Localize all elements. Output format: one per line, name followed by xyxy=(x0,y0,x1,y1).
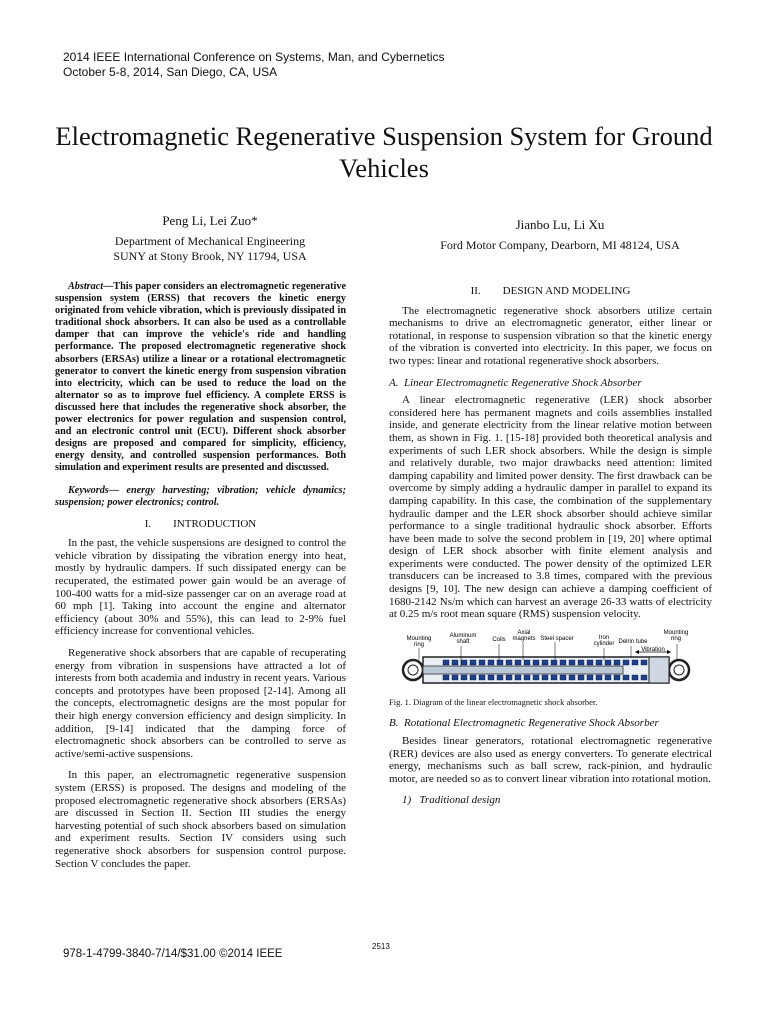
paper-title: Electromagnetic Regenerative Suspension System for Ground Vehicles xyxy=(55,121,713,183)
section-heading-design: II. DESIGN AND MODELING xyxy=(470,285,631,297)
fig-label-delrin-tube: Delrin tube xyxy=(618,638,648,645)
fig-label-aluminum-shaft: Aluminum shaft xyxy=(449,632,477,646)
abstract-text: —This paper considers an electromagnetic regenerative suspension system (ERSS) that recovers the kinetic energy originated from vehicle vibration, which is previously dissipated in traditional shock absorbers. It can also be used as a controllable damper that can improve the vehicle's ride and handling performance. The proposed electromagnetic regenerative shock absorbers (ERSAs) utilize a linear or a rotational electromagnetic generator to convert the kinetic energy from suspension vibration into electricity, which can be used to reduce the load on the alternator so as to improve fuel efficiency. A complete ERSS is discussed here that includes the regenerative shock absorber, the power electronics for power regulation and suspension control, and an electronic control unit (ECU). Different shock absorber designs are proposed and compared for simplicity, efficiency, energy density, and controlled suspension performances. Both simulation and experiment results are presented and discussed. xyxy=(55,281,346,474)
conference-date-location: October 5-8, 2014, San Diego, CA, USA xyxy=(63,64,278,79)
fig-label-vibration: Vibration xyxy=(641,646,665,653)
subsubsection-heading-traditional: 1) Traditional design xyxy=(402,794,501,807)
design-paragraph-1: The electromagnetic regenerative shock absorbers utilize certain mechanisms to drive an electromagnetic generator, either linear or rotational, in response to suspension vibration so that the kinetic energy of the vibration is converted into electricity. In this paper, we focus on two types: linear and rotational regenerative shock absorbers. xyxy=(389,304,712,367)
keywords: Keywords— energy harvesting; vibration; vehicle dynamics; suspension; power electronics; control. xyxy=(55,484,346,508)
section-heading-introduction: I. INTRODUCTION xyxy=(144,517,257,530)
linear-paragraph: A linear electromagnetic regenerative (LER) shock absorber considered here has permanent magnets and coils assemblies installed inside, and generate electricity from the linear relative motion between them, as shown in Fig. 1. [15-18] provided both theoretical analysis and experiments of such LER shock absorbers. While the design is simple and relatively durable, two major drawbacks need attention: limited damping capability and limited power density. The first drawback can be overcome by simply adding a hydraulic damper in parallel to expand its damping capability. In this case, the combination of the supplementary hydraulic damper and the LER shock absorber should achieve similar performance to a single traditional hydraulic shock absorber. Efforts have been made to solve the second problem in [19, 20] where optimal design of LER shock absorber with finite element analysis and experiments were conducted. The power density of the optimized LER transducers can be increased to 3.8 times, compared with the previous designs [9, 10]. The new design can achieve a damping coefficient of 1680-2142 Ns/m which can harvest an average 26-33 watts of electricity at 0.25 m/s root mean square (RMS) suspension velocity. xyxy=(389,394,712,621)
author-department-left: Department of Mechanical Engineering xyxy=(114,234,306,248)
author-block-left xyxy=(60,213,360,264)
subsection-heading-linear: A. Linear Electromagnetic Regenerative Shock Absorber xyxy=(389,376,642,389)
fig-label-iron-cylinder: Iron cylinder xyxy=(593,634,615,648)
rotational-paragraph: Besides linear generators, rotational electromagnetic regenerative (RER) devices are also used as energy converters. To generate electrical energy, mechanisms such as ball screw, rack-pinion, and hydraulic motor, are needed so as to convert linear vibration into rotational motion. xyxy=(389,735,712,785)
conference-name: 2014 IEEE International Conference on Systems, Man, and Cybernetics xyxy=(63,50,445,64)
author-names-right: Jianbo Lu, Li Xu xyxy=(515,217,605,232)
fig-label-mounting-ring-right: Mounting ring xyxy=(663,629,689,643)
author-affiliation-left: SUNY at Stony Brook, NY 11794, USA xyxy=(113,249,307,263)
subsection-heading-rotational: B. Rotational Electromagnetic Regenerative Shock Absorber xyxy=(389,717,659,730)
intro-paragraph-3: In this paper, an electromagnetic regenerative suspension system (ERSS) is proposed. The designs and modeling of the proposed electromagnetic regenerative shock absorbers (ERSAs) are discussed in Section II. Section III studies the energy harvesting potential of such shock absorbers based on simulation and experiment results. Section IV considers using such regenerative shock absorbers for suspension control purpose. Section V concludes the paper. xyxy=(55,769,346,870)
conference-header xyxy=(63,50,445,79)
page-number: 2513 xyxy=(372,942,390,951)
fig-label-axial-magnets: Axial magnets xyxy=(512,629,536,643)
right-column xyxy=(389,281,712,816)
figure-1-diagram xyxy=(399,630,693,690)
fig-label-coils: Coils xyxy=(492,636,506,643)
abstract xyxy=(55,281,346,475)
author-block-right xyxy=(388,217,732,253)
intro-paragraph-1: In the past, the vehicle suspensions are designed to control the vehicle vibration by dissipating the vibration energy into heat, mostly by hydraulic dampers. If such dissipated energy can be recuperated, the estimated power gain would be an average of 100-400 watts for a mid-size passenger car on an average road at 60 mph [1]. Taking into account the engine and alternator efficiency (about 30% and 55%), this can lead to 2-9% fuel efficiency increase for conventional vehicles. xyxy=(55,537,346,638)
fig-label-mounting-ring-left: Mounting ring xyxy=(406,635,432,649)
author-names-left: Peng Li, Lei Zuo* xyxy=(162,213,258,228)
figure-1-caption: Fig. 1. Diagram of the linear electromagnetic shock absorber. xyxy=(389,696,598,707)
abstract-lead: Abstract xyxy=(68,281,104,292)
fig-label-steel-spacer: Steel spacer xyxy=(540,635,574,642)
intro-paragraph-2: Regenerative shock absorbers that are capable of recuperating energy from vibration in suspensions have attracted a lot of interests from both academia and industry in recent years. Various concepts and prototypes have been proposed [2-14]. Among all the concepts, electromagnetic designs are the most popular for their high energy conversion efficiency and design simplicity. In addition, [9-14] indicated that the damping force of electromagnetic shock absorbers can be controlled to serve as active/semi-active suspensions. xyxy=(55,647,346,760)
author-affiliation-right: Ford Motor Company, Dearborn, MI 48124, USA xyxy=(440,238,680,252)
footer-isbn: 978-1-4799-3840-7/14/$31.00 ©2014 IEEE xyxy=(63,948,283,960)
left-column xyxy=(55,281,346,879)
